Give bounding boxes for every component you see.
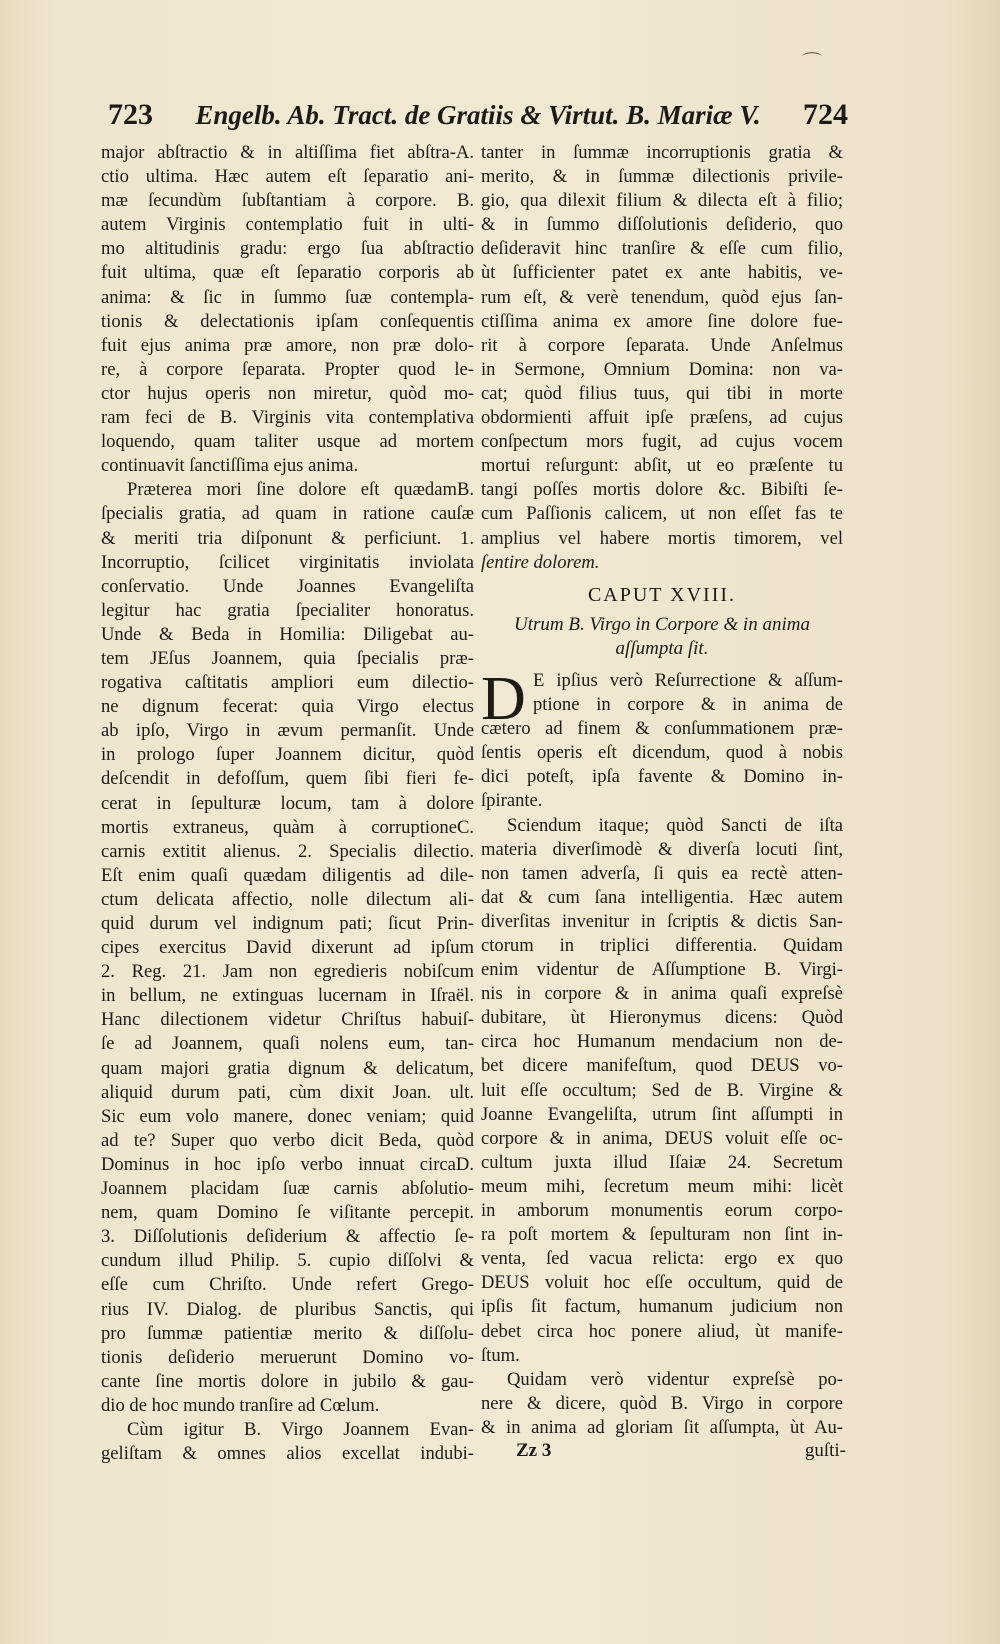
text-line: ſpirante. <box>481 790 543 812</box>
text-line: gio, qua dilexit filium & dilecta eſt à filio; <box>481 190 843 212</box>
text-line: eſſe cum Chriſto. Unde refert Grego- <box>101 1274 474 1296</box>
text-line: Joannem placidam ſuæ carnis abſolutio- <box>101 1178 474 1200</box>
text-line: meum mihi, ſecretum meum mihi: licèt <box>481 1175 843 1197</box>
text-line: in bellum, ne extinguas lucernam in Iſraël. <box>101 985 474 1007</box>
text-line: ſpecialis gratia, ad quam in ratione cauſæ <box>101 503 474 525</box>
text-line: tionis & delectationis ipſam conſequentis <box>101 310 474 332</box>
text-line: ram feci de B. Virginis vita contemplativa <box>101 407 474 429</box>
text-line: anima: & ſic in ſummo ſuæ contempla- <box>101 286 474 308</box>
text-line: E ipſius verò Reſurrectione & aſſum- <box>533 669 843 691</box>
text-line: rum eſt, & verè tenendum, quòd ejus ſan- <box>481 286 843 308</box>
text-line: conſervatio. Unde Joannes Evangeliſta <box>101 575 474 597</box>
text-line: ctorum in triplici differentia. Quidam <box>481 935 843 956</box>
text-line: Eſt enim quaſi quædam diligentis ad dile- <box>101 864 474 886</box>
text-line: re, à corpore ſeparata. Propter quod le- <box>101 358 474 380</box>
text-line: continuavit ſanctiſſima ejus anima. <box>101 455 359 477</box>
text-line: Unde & Beda in Homilia: Diligebat au- <box>101 623 474 645</box>
page-footer <box>96 1440 846 1470</box>
text-line: fuit ultima, quæ eſt ſeparatio corporis ab <box>101 262 474 284</box>
text-line: dio de hoc mundo tranſire ad Cœlum. <box>101 1394 380 1416</box>
text-line: ptione in corpore & in anima de <box>533 694 843 716</box>
text-line: amplius vel habere mortis timorem, vel <box>481 527 843 549</box>
text-line: mæ ſecundùm ſubſtantiam à corpore. B. <box>101 190 474 212</box>
text-line: rit à corpore ſeparata. Unde Anſelmus <box>481 334 843 356</box>
text-line: ſtum. <box>481 1344 520 1366</box>
text-line: non tamen adverſa, ſi quis ea rectè atten- <box>481 862 843 884</box>
chapter-heading: CAPUT XVIII. <box>587 583 737 606</box>
text-line: circa hoc Humanum mendacium non de- <box>481 1031 843 1053</box>
running-title: Engelb. Ab. Tract. de Gratiis & Virtut. B. Mariæ V. <box>195 100 761 130</box>
text-line: fuit ejus anima præ amore, non præ dolo- <box>101 334 474 356</box>
text-line: rius IV. Dialog. de pluribus Sanctis, qui <box>101 1298 474 1320</box>
text-line: cerat in ſepulturæ locum, tam à dolore <box>101 792 474 814</box>
text-line: rogativa caſtitatis ampliori eum dilectio- <box>101 672 474 694</box>
text-line: major abſtractio & in altiſſima fiet abſtra-A. <box>101 142 474 163</box>
right-column <box>481 141 843 1438</box>
text-line: dici poteſt, ipſa favente & Domino in- <box>481 766 843 788</box>
text-line: cum Paſſionis calicem, ut non eſſet fas te <box>481 503 843 525</box>
text-line: Sic eum volo manere, donec veniam; quid <box>101 1105 474 1127</box>
text-line: mortis extraneus, quàm à corruptioneC. <box>101 816 474 838</box>
text-line: conſpectum mors fugit, ad cujus vocem <box>481 431 843 453</box>
text-line: ctiſſima anima ex amore ſine dolore fue- <box>481 310 843 332</box>
text-line: corpore & in anima, DEUS voluit eſſe oc- <box>481 1127 843 1149</box>
text-line: deſcendit in defoſſum, quem ſibi fieri fe- <box>101 768 474 790</box>
text-line: geliſtam & omnes alios excellat indubi- <box>101 1443 474 1465</box>
text-line: tem JEſus Joannem, quia ſpecialis præ- <box>101 647 474 669</box>
text-line: 3. Diſſolutionis deſiderium & affectio ſe- <box>101 1226 474 1248</box>
page-number-left: 723 <box>108 98 153 131</box>
text-line: cultum juxta illud Iſaiæ 24. Secretum <box>481 1151 843 1173</box>
text-line: ipſis ſit factum, humanum judicium non <box>481 1296 843 1318</box>
text-line: ra poſt mortem & ſepulturam non ſint in- <box>481 1224 843 1246</box>
text-line: Joanne Evangeliſta, utrum ſint aſſumpti in <box>481 1103 843 1125</box>
text-line: cætero ad finem & conſummationem præ- <box>481 718 843 740</box>
page-number-right: 724 <box>803 98 848 131</box>
text-line: Sciendum itaque; quòd Sancti de iſta <box>507 814 843 836</box>
text-line: cipes exercitus David dixerunt ad ipſum <box>101 937 474 959</box>
text-line: nem, quam Domino ſe viſitante percepit. <box>101 1202 474 1224</box>
dropcap-letter: D <box>481 664 526 733</box>
text-line: luit eſſe occultum; Sed de B. Virgine & <box>481 1079 843 1101</box>
text-line: nis in corpore & in anima quaſi expreſsè <box>481 983 843 1005</box>
text-line: venta, ſed vacua relicta: ergo ex quo <box>481 1248 843 1270</box>
text-line: tionis deſiderio meruerunt Domino vo- <box>101 1346 474 1368</box>
text-line: DEUS voluit hoc eſſe occultum, quid de <box>481 1272 843 1294</box>
text-line: 2. Reg. 21. Jam non egredieris nobiſcum <box>101 961 474 983</box>
text-line: enim videntur de Aſſumptione B. Virgi- <box>481 959 843 981</box>
text-line: ùt ſufficienter patet ex ante habitis, ve- <box>481 262 843 284</box>
text-line: ctor hujus operis non miretur, quòd mo- <box>101 382 474 404</box>
text-line: dubitare, ùt Hieronymus dicens: Quòd <box>481 1007 843 1029</box>
left-column <box>101 141 474 1465</box>
text-line: in prologo ſuper Joannem dicitur, quòd <box>101 744 474 766</box>
text-line: ne dignum fecerat: quia Virgo electus <box>101 696 474 718</box>
text-line: tangi poſſes mortis dolore &c. Bibiſti ſe- <box>481 479 843 501</box>
text-line: ab ipſo, Virgo in ævum permanſit. Unde <box>101 720 474 742</box>
text-line: nere & dicere, quòd B. Virgo in corpore <box>481 1392 843 1414</box>
text-line: & in anima ad gloriam ſit aſſumpta, ùt Au- <box>481 1416 843 1438</box>
text-line: merito, & in ſummæ dilectionis privile- <box>481 166 843 188</box>
text-line: Quidam verò videntur expreſsè po- <box>507 1368 843 1390</box>
text-line: ſentire dolorem. <box>481 551 600 573</box>
text-line: ſentis operis eſt dicendum, quod à nobis <box>481 742 843 764</box>
text-line: mortui reſurgunt: abſit, ut eo præſente tu <box>481 455 843 477</box>
text-line: diverſitas invenitur in ſcriptis & dictis San- <box>481 910 843 932</box>
text-line: in Sermone, Omnium Domina: non va- <box>481 358 843 380</box>
text-line: & in ſummo diſſolutionis deſiderio, quo <box>481 214 843 236</box>
text-line: ctio ultima. Hæc autem eſt ſeparatio ani- <box>101 166 474 188</box>
text-line: obdormienti affuit ipſe præſens, ad cujus <box>481 407 843 429</box>
corner-pencil-mark: ⌒ <box>802 50 822 74</box>
text-line: ſe ad Joannem, quaſi nolens eum, tan- <box>101 1033 474 1055</box>
text-line: debet circa hoc ponere aliud, ùt manife- <box>481 1320 843 1342</box>
text-line: mo altitudinis gradu: ergo ſua abſtractio <box>101 238 474 260</box>
text-line: Hanc dilectionem videtur Chriſtus habuiſ- <box>101 1009 474 1031</box>
text-line: in amborum monumentis eorum corpo- <box>481 1200 843 1222</box>
chapter-subtitle: Utrum B. Virgo in Corpore & in anima <box>514 613 810 635</box>
signature-mark: Zz 3 <box>516 1440 552 1461</box>
text-line: pro ſummæ patientiæ merito & diſſolu- <box>101 1322 474 1344</box>
text-line: Dominus in hoc ipſo verbo innuat circaD. <box>101 1153 474 1175</box>
text-line: quam majori gratia dignum & delicatum, <box>101 1057 474 1079</box>
text-line: cundum illud Philip. 5. cupio diſſolvi & <box>101 1250 474 1272</box>
text-line: legitur hac gratia ſpecialiter honoratus. <box>101 599 474 621</box>
text-line: Incorruptio, ſcilicet virginitatis inviolata <box>101 551 474 573</box>
catchword: guſti- <box>804 1440 846 1461</box>
text-line: carnis extitit alienus. 2. Specialis dilectio. <box>101 840 474 862</box>
text-line: bet dicere manifeſtum, quod DEUS vo- <box>481 1055 843 1077</box>
chapter-subtitle: aſſumpta ſit. <box>615 637 709 659</box>
text-line: ctum delicata affectio, nolle dilectum ali- <box>101 888 474 910</box>
text-line: cante ſine mortis dolore in jubilo & gau- <box>101 1370 474 1392</box>
text-line: tanter in ſummæ incorruptionis gratia & <box>481 142 843 163</box>
text-line: aliquid durum pati, cùm dixit Joan. ult. <box>101 1081 474 1103</box>
text-line: Cùm igitur B. Virgo Joannem Evan- <box>127 1418 474 1440</box>
text-line: & meriti tria diſponunt & perficiunt. 1. <box>101 527 474 549</box>
text-line: dat & cum ſana intelligentia. Hæc autem <box>481 886 843 908</box>
text-line: cat; quòd filius tuus, qui tibi in morte <box>481 382 843 404</box>
text-line: materia diverſimodè & diverſa locuti ſint, <box>481 838 843 860</box>
text-line: Præterea mori ſine dolore eſt quædamB. <box>127 479 474 501</box>
text-line: autem Virginis contemplatio fuit in ulti- <box>101 214 474 236</box>
text-line: loquendo, quam taliter usque ad mortem <box>101 431 474 453</box>
text-line: ad te? Super quo verbo dicit Beda, quòd <box>101 1129 474 1151</box>
text-line: quid durum vel indignum pati; ſicut Prin- <box>101 913 474 934</box>
text-line: deſideravit hinc tranſire & eſſe cum filio, <box>481 238 843 260</box>
running-header <box>108 98 848 138</box>
